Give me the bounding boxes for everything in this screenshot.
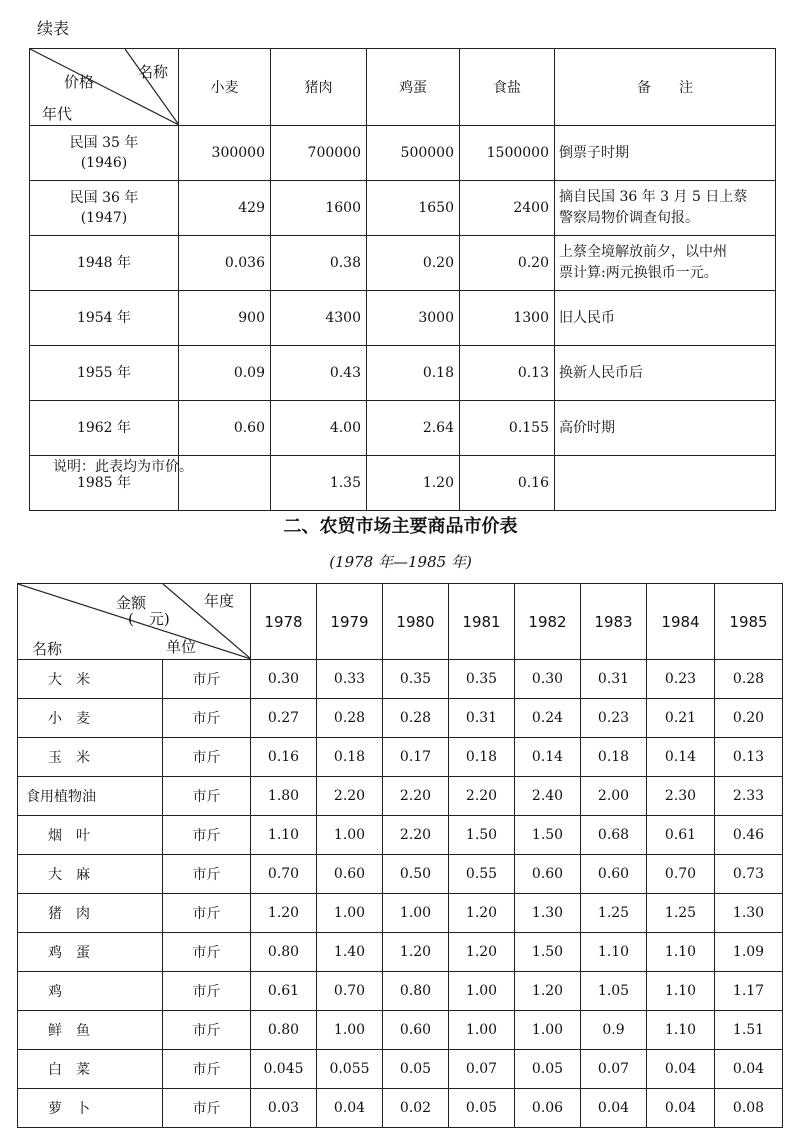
table-row [18, 933, 783, 972]
price-cell: 0.18 [581, 738, 647, 777]
year-line: 民国 36 年 [69, 190, 139, 206]
price-cell: 0.05 [383, 1050, 449, 1089]
table-row [30, 346, 776, 401]
column-header: 食盐 [460, 49, 555, 126]
remarks-line: 倒票子时期 [559, 144, 629, 161]
price-cell: 0.28 [317, 699, 383, 738]
price-cell: 0.35 [449, 660, 515, 699]
year-cell [30, 401, 179, 456]
commodity-name: 白 菜 [48, 1062, 90, 1078]
table-row [18, 660, 783, 699]
year-header: 1983 [581, 584, 647, 660]
column-header: 鸡蛋 [367, 49, 460, 126]
price-cell: 0.04 [581, 1089, 647, 1128]
price-cell: 0.23 [581, 699, 647, 738]
commodity-name: 鲜 鱼 [48, 1023, 90, 1039]
commodity-name: 食用植物油 [26, 789, 96, 805]
year-cell [30, 181, 179, 236]
commodity-name-cell [18, 972, 163, 1011]
table-row [30, 401, 776, 456]
price-cell-egg: 1.20 [367, 456, 460, 511]
price-history-table [29, 48, 776, 511]
price-cell: 0.30 [515, 660, 581, 699]
remarks-cell [555, 456, 776, 511]
price-cell: 1.05 [581, 972, 647, 1011]
price-cell-wheat: 429 [179, 181, 271, 236]
year-header: 1981 [449, 584, 515, 660]
section-title: 二、农贸市场主要商品市价表 [283, 516, 518, 537]
price-cell: 0.21 [647, 699, 715, 738]
price-cell: 1.80 [251, 777, 317, 816]
table-row [30, 181, 776, 236]
price-cell: 1.17 [715, 972, 783, 1011]
unit-cell: 市斤 [163, 855, 251, 894]
diagonal-header-cell [30, 49, 179, 126]
table-header-row [30, 49, 776, 126]
price-cell: 1.25 [647, 894, 715, 933]
price-cell: 0.04 [647, 1089, 715, 1128]
price-cell: 0.18 [317, 738, 383, 777]
price-cell: 1.10 [581, 933, 647, 972]
price-cell: 0.20 [715, 699, 783, 738]
table-header-row [18, 584, 783, 660]
price-cell-wheat: 300000 [179, 126, 271, 181]
column-header: 猪肉 [271, 49, 367, 126]
year-line: 1985 年 [76, 475, 132, 491]
price-cell: 0.70 [317, 972, 383, 1011]
price-cell: 0.13 [715, 738, 783, 777]
price-cell: 0.07 [449, 1050, 515, 1089]
price-cell: 1.30 [515, 894, 581, 933]
price-cell-pork: 0.38 [271, 236, 367, 291]
price-cell: 0.31 [449, 699, 515, 738]
price-cell: 1.00 [383, 894, 449, 933]
price-cell: 0.05 [449, 1089, 515, 1128]
price-cell: 0.23 [647, 660, 715, 699]
commodity-name-cell [18, 660, 163, 699]
price-cell: 2.30 [647, 777, 715, 816]
year-header: 1985 [715, 584, 783, 660]
price-cell: 0.02 [383, 1089, 449, 1128]
commodity-name-cell [18, 777, 163, 816]
price-cell: 0.55 [449, 855, 515, 894]
price-cell: 1.10 [647, 1011, 715, 1050]
price-cell: 0.05 [515, 1050, 581, 1089]
year-cell [30, 236, 179, 291]
price-cell: 2.40 [515, 777, 581, 816]
commodity-name-cell [18, 816, 163, 855]
price-cell: 1.00 [515, 1011, 581, 1050]
price-cell: 1.50 [449, 816, 515, 855]
price-cell: 0.04 [317, 1089, 383, 1128]
year-header: 1982 [515, 584, 581, 660]
price-cell-egg: 500000 [367, 126, 460, 181]
remarks-line: 换新人民币后 [559, 364, 643, 381]
price-cell: 0.80 [251, 933, 317, 972]
table-row [30, 236, 776, 291]
commodity-name: 小 麦 [48, 711, 90, 727]
commodity-name: 大 麻 [48, 867, 90, 883]
price-cell: 0.03 [251, 1089, 317, 1128]
price-cell: 0.14 [647, 738, 715, 777]
price-cell: 0.70 [251, 855, 317, 894]
price-cell: 2.33 [715, 777, 783, 816]
price-cell: 0.06 [515, 1089, 581, 1128]
remarks-line: 上蔡全境解放前夕，以中州 [559, 244, 727, 260]
price-cell: 0.73 [715, 855, 783, 894]
table-row [18, 1089, 783, 1128]
price-cell: 0.61 [251, 972, 317, 1011]
price-cell: 0.055 [317, 1050, 383, 1089]
price-cell: 2.20 [383, 777, 449, 816]
header-yuan-label: ( 元) [128, 610, 170, 628]
price-cell: 0.17 [383, 738, 449, 777]
market-price-table [17, 583, 783, 1128]
remarks-header: 备 注 [555, 49, 776, 126]
commodity-name-cell [18, 1050, 163, 1089]
price-cell-salt: 0.16 [460, 456, 555, 511]
price-cell: 0.14 [515, 738, 581, 777]
price-cell: 0.04 [647, 1050, 715, 1089]
price-cell: 1.20 [449, 894, 515, 933]
header-name-label: 名称 [138, 63, 169, 81]
price-cell: 0.70 [647, 855, 715, 894]
price-cell-pork: 0.43 [271, 346, 367, 401]
commodity-name: 鸡 蛋 [48, 945, 90, 961]
commodity-name: 烟 叶 [48, 828, 90, 844]
unit-cell: 市斤 [163, 738, 251, 777]
commodity-name-cell [18, 738, 163, 777]
price-cell: 2.20 [449, 777, 515, 816]
price-cell: 1.10 [647, 933, 715, 972]
price-cell: 0.50 [383, 855, 449, 894]
diagonal-header-cell [18, 584, 251, 660]
table-row [18, 894, 783, 933]
table-explanation: 说明：此表均为市价。 [53, 459, 193, 475]
price-cell: 0.60 [317, 855, 383, 894]
column-header: 小麦 [179, 49, 271, 126]
price-cell-wheat: 900 [179, 291, 271, 346]
price-cell-egg: 2.64 [367, 401, 460, 456]
price-cell-egg: 1650 [367, 181, 460, 236]
price-cell: 0.61 [647, 816, 715, 855]
price-cell: 0.9 [581, 1011, 647, 1050]
price-cell: 0.28 [715, 660, 783, 699]
table-row [18, 1050, 783, 1089]
price-cell: 0.68 [581, 816, 647, 855]
year-header: 1984 [647, 584, 715, 660]
price-cell: 1.20 [515, 972, 581, 1011]
price-cell: 1.10 [647, 972, 715, 1011]
table-row [18, 738, 783, 777]
unit-cell: 市斤 [163, 1050, 251, 1089]
commodity-name: 萝 卜 [48, 1101, 90, 1117]
price-cell: 0.045 [251, 1050, 317, 1089]
year-cell [30, 346, 179, 401]
remarks-cell [555, 346, 776, 401]
remarks-line: 旧人民币 [559, 309, 615, 326]
price-cell-pork: 1600 [271, 181, 367, 236]
price-cell-wheat: 0.036 [179, 236, 271, 291]
unit-cell: 市斤 [163, 1011, 251, 1050]
price-cell: 0.80 [383, 972, 449, 1011]
price-cell: 1.30 [715, 894, 783, 933]
commodity-name-cell [18, 855, 163, 894]
header-amount-label: 金额 [116, 594, 147, 612]
price-cell: 1.20 [251, 894, 317, 933]
price-cell-egg: 0.20 [367, 236, 460, 291]
remarks-cell [555, 401, 776, 456]
price-cell: 1.50 [515, 816, 581, 855]
price-cell: 2.20 [383, 816, 449, 855]
remarks-line: 摘自民国 36 年 3 月 5 日上蔡 [559, 189, 748, 205]
remarks-cell [555, 126, 776, 181]
table-row [18, 1011, 783, 1050]
price-cell-salt: 0.155 [460, 401, 555, 456]
table-row [18, 699, 783, 738]
unit-cell: 市斤 [163, 972, 251, 1011]
price-cell-pork: 1.35 [271, 456, 367, 511]
price-cell: 0.60 [581, 855, 647, 894]
commodity-name: 猪 肉 [48, 906, 90, 922]
year-cell [30, 126, 179, 181]
commodity-name-cell [18, 1089, 163, 1128]
table-row [18, 855, 783, 894]
year-line: 1954 年 [76, 310, 132, 326]
price-cell: 1.00 [449, 972, 515, 1011]
price-cell: 0.08 [715, 1089, 783, 1128]
price-cell-wheat: 0.60 [179, 401, 271, 456]
unit-cell: 市斤 [163, 816, 251, 855]
commodity-name: 鸡 [48, 984, 62, 1000]
unit-cell: 市斤 [163, 660, 251, 699]
price-cell: 0.46 [715, 816, 783, 855]
price-cell-pork: 700000 [271, 126, 367, 181]
price-cell: 1.20 [383, 933, 449, 972]
table-row [18, 777, 783, 816]
price-cell: 1.51 [715, 1011, 783, 1050]
price-cell: 0.33 [317, 660, 383, 699]
price-cell: 0.16 [251, 738, 317, 777]
remarks-line: 高价时期 [559, 419, 615, 436]
price-cell: 2.00 [581, 777, 647, 816]
year-header: 1979 [317, 584, 383, 660]
year-line: 民国 35 年 [69, 135, 139, 151]
price-cell: 0.28 [383, 699, 449, 738]
remarks-cell [555, 236, 776, 291]
table-row [18, 972, 783, 1011]
commodity-name-cell [18, 699, 163, 738]
table-row [30, 126, 776, 181]
table-row [30, 291, 776, 346]
header-price-label: 价格 [64, 73, 95, 91]
header-unit-label: 单位 [166, 638, 197, 656]
price-cell: 0.35 [383, 660, 449, 699]
price-cell-salt: 0.13 [460, 346, 555, 401]
price-cell: 0.04 [715, 1050, 783, 1089]
header-year-label: 年度 [204, 592, 235, 610]
price-cell: 0.80 [251, 1011, 317, 1050]
remarks-cell [555, 291, 776, 346]
commodity-name-cell [18, 1011, 163, 1050]
price-cell-pork: 4300 [271, 291, 367, 346]
unit-cell: 市斤 [163, 933, 251, 972]
commodity-name-cell [18, 933, 163, 972]
unit-cell: 市斤 [163, 777, 251, 816]
table-row [18, 816, 783, 855]
price-cell: 1.25 [581, 894, 647, 933]
price-cell: 1.00 [317, 894, 383, 933]
price-cell-egg: 0.18 [367, 346, 460, 401]
price-cell: 1.10 [251, 816, 317, 855]
header-name-label: 名称 [32, 640, 63, 658]
commodity-name: 玉 米 [48, 750, 90, 766]
unit-cell: 市斤 [163, 1089, 251, 1128]
price-cell: 1.20 [449, 933, 515, 972]
year-header: 1980 [383, 584, 449, 660]
price-cell-wheat: 0.09 [179, 346, 271, 401]
remarks-cell [555, 181, 776, 236]
year-cell [30, 291, 179, 346]
year-line: (1947) [80, 210, 128, 226]
commodity-name: 大 米 [48, 672, 90, 688]
year-line: 1962 年 [76, 420, 132, 436]
remarks-line: 警察局物价调查旬报。 [559, 210, 699, 226]
price-cell: 0.60 [383, 1011, 449, 1050]
year-line: 1948 年 [76, 255, 132, 271]
price-cell: 0.30 [251, 660, 317, 699]
unit-cell: 市斤 [163, 699, 251, 738]
price-cell-salt: 1500000 [460, 126, 555, 181]
header-era-label: 年代 [42, 105, 73, 123]
price-cell: 1.50 [515, 933, 581, 972]
price-cell-pork: 4.00 [271, 401, 367, 456]
year-line: (1946) [80, 155, 128, 171]
price-cell: 0.31 [581, 660, 647, 699]
price-cell-salt: 2400 [460, 181, 555, 236]
commodity-name-cell [18, 894, 163, 933]
year-header: 1978 [251, 584, 317, 660]
remarks-line: 票计算:两元换银币一元。 [559, 265, 718, 281]
price-cell: 0.18 [449, 738, 515, 777]
price-cell: 0.27 [251, 699, 317, 738]
unit-cell: 市斤 [163, 894, 251, 933]
year-line: 1955 年 [76, 365, 132, 381]
price-cell: 1.00 [317, 816, 383, 855]
price-cell: 0.07 [581, 1050, 647, 1089]
price-cell: 0.60 [515, 855, 581, 894]
price-cell: 2.20 [317, 777, 383, 816]
price-cell-salt: 1300 [460, 291, 555, 346]
price-cell: 1.40 [317, 933, 383, 972]
price-cell: 1.09 [715, 933, 783, 972]
price-cell: 1.00 [449, 1011, 515, 1050]
continued-label: 续表 [37, 19, 70, 38]
price-cell: 0.24 [515, 699, 581, 738]
section-subtitle: (1978 年—1985 年) [329, 553, 472, 571]
price-cell-salt: 0.20 [460, 236, 555, 291]
price-cell: 1.00 [317, 1011, 383, 1050]
price-cell-egg: 3000 [367, 291, 460, 346]
